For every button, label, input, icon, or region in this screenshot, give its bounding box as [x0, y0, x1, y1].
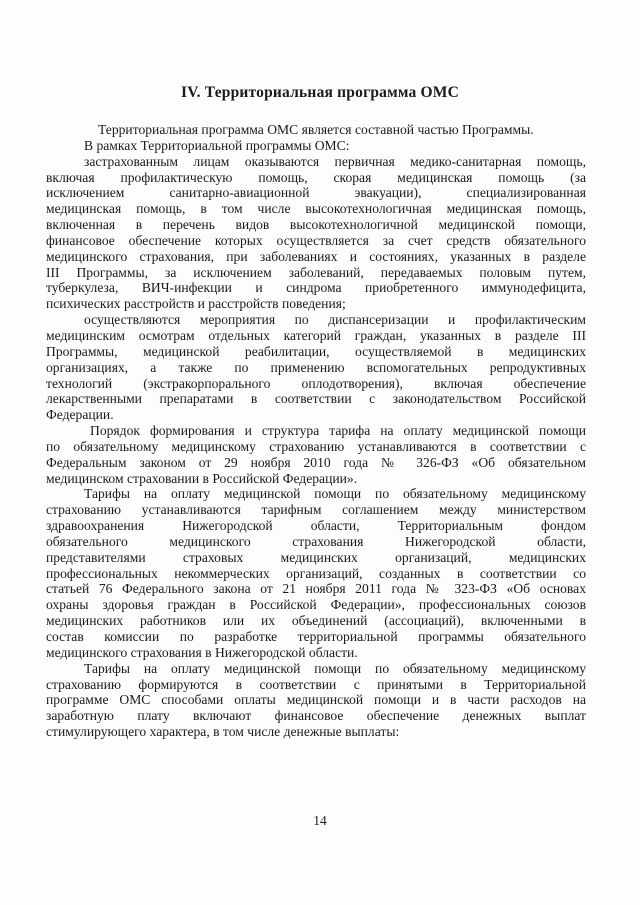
text-line: обязательного медицинского страхования Нижегородской области, [46, 533, 586, 549]
text-line: медицинском страховании в Российской Федерации». [46, 470, 358, 486]
text-line: психических расстройств и расстройств поведения; [46, 296, 346, 312]
text-line: медицинская помощь, в том числе высокотехнологичная медицинская помощь, [46, 201, 586, 217]
text-line: Федерации. [46, 407, 114, 423]
paragraph-within-program [84, 138, 586, 154]
paragraph-tariff-formation [46, 660, 586, 740]
text-line: застрахованным лицам оказываются первичная медико-санитарная помощь, [84, 153, 586, 169]
text-line: Тарифы на оплату медицинской помощи по обязательному медицинскому [84, 486, 586, 502]
text-line: включенная в перечень видов высокотехнологичной медицинской помощи, [46, 217, 586, 233]
text-line: медицинским осмотрам отдельных категорий граждан, указанных в разделе III [46, 327, 586, 343]
text-line: состав комиссии по разработке территориальной программы обязательного [46, 629, 586, 644]
paragraph-tariff-agreement [46, 486, 586, 660]
document-body [46, 122, 586, 740]
section-heading: IV. Территориальная программа ОМС [180, 84, 460, 101]
text-line: осуществляются мероприятия по диспансеризации и профилактическим [84, 312, 586, 328]
text-line: В рамках Территориальной программы ОМС: [84, 137, 350, 153]
paragraph-tariff-structure [46, 423, 586, 486]
text-line: Тарифы на оплату медицинской помощи по обязательному медицинскому [84, 660, 586, 676]
text-line: страхованию формируются в соответствии с принятыми в Территориальной [46, 676, 586, 692]
text-line: технологий (экстракорпорального оплодотворения), включая обеспечение [46, 375, 586, 391]
text-line: включая профилактическую помощь, скорая медицинская помощь (за [46, 169, 586, 185]
text-line: исключением санитарно-авиационной эвакуации), специализированная [46, 185, 586, 201]
text-line: Территориальная программа ОМС является составной частью Программы. [98, 122, 534, 137]
text-line: медицинского страхования в Нижегородской области. [46, 644, 358, 660]
text-line: охраны здоровья граждан в Российской Федерации», профессиональных союзов [46, 597, 586, 613]
text-line: стимулирующего характера, в том числе денежные выплаты: [46, 724, 400, 740]
text-line: страхованию устанавливаются тарифным соглашением между министерством [46, 502, 586, 518]
text-line: лекарственными препаратами в соответствии с законодательством Российской [46, 391, 586, 407]
text-line: организациях, а также по применению вспомогательных репродуктивных [46, 359, 586, 375]
text-line: программе ОМС способами оплаты медицинской помощи и в части расходов на [46, 692, 586, 708]
text-line: медицинских работников или их объединений (ассоциаций), включенными в [46, 613, 586, 629]
text-line: Программы, медицинской реабилитации, осуществляемой в медицинских [46, 343, 586, 359]
paragraph-insured-persons [46, 153, 586, 312]
text-line: финансовое обеспечение которых осуществляется за счет средств обязательного [46, 232, 586, 248]
page-number: 14 [313, 813, 327, 828]
text-line: статьей 76 Федерального закона от 21 ноября 2011 года № 323-ФЗ «Об основах [46, 581, 586, 597]
text-line: III Программы, за исключением заболеваний, передаваемых половым путем, [46, 264, 586, 280]
text-line: представителями страховых медицинских организаций, медицинских [46, 549, 586, 565]
text-line: здравоохранения Нижегородской области, Территориальным фондом [46, 518, 586, 534]
text-line: Федеральным законом от 29 ноября 2010 года № 326-ФЗ «Об обязательном [46, 454, 586, 470]
text-line: туберкулеза, ВИЧ-инфекции и синдрома приобретенного иммунодефицита, [46, 280, 586, 296]
paragraph-program-part [84, 122, 586, 138]
text-line: профессиональных некоммерческих организаций, созданных в соответствии со [46, 565, 586, 581]
text-line: медицинского страхования, при заболеваниях и состояниях, указанных в разделе [46, 248, 586, 264]
text-line: по обязательному медицинскому страхованию устанавливаются в соответствии с [46, 438, 586, 454]
text-line: заработную плату включают финансовое обеспечение денежных выплат [46, 708, 586, 724]
text-line: Порядок формирования и структура тарифа на оплату медицинской помощи [90, 423, 586, 439]
paragraph-dispensary-measures [46, 312, 586, 423]
